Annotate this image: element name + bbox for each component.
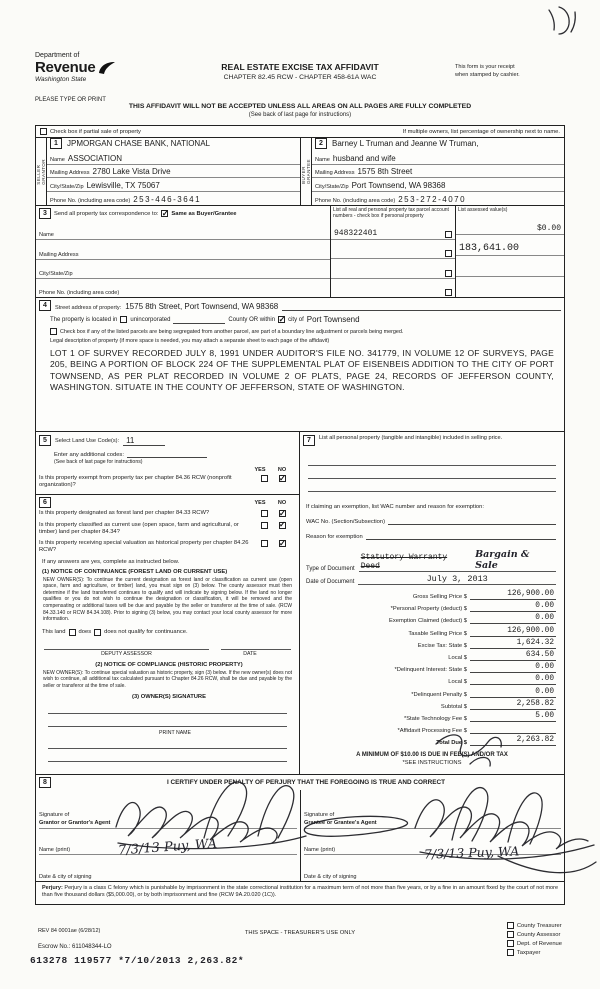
historic-no-checkbox[interactable] <box>279 540 286 547</box>
same-as-buyer-checkbox[interactable] <box>161 210 168 217</box>
see-back-note: (See back of last page for instructions) <box>54 459 143 465</box>
parcel-3-personal-checkbox[interactable] <box>445 270 452 277</box>
affidavit-form <box>35 125 565 905</box>
personal-property-line-3[interactable] <box>308 479 556 492</box>
seller-csz-value: Lewisville, TX 75067 <box>86 181 160 191</box>
wac-row: WAC No. (Section/Subsection) <box>300 510 564 525</box>
exemption-note: If claiming an exemption, list WAC number and reason for exemption: <box>306 504 484 510</box>
section-7 <box>300 432 564 774</box>
dept-of-revenue-row: Dept. of Revenue <box>507 940 562 947</box>
grantee-name-print-field[interactable]: Name (print) <box>304 829 561 856</box>
dept-of-revenue-checkbox[interactable] <box>507 940 514 947</box>
land-use-row: 5 Select Land Use Code(s): 11 <box>36 432 299 447</box>
deputy-date-line[interactable] <box>221 649 291 650</box>
form-title: REAL ESTATE EXCISE TAX AFFIDAVIT <box>221 62 379 72</box>
section-5 <box>36 432 299 495</box>
grantor-signature-block <box>36 790 300 881</box>
grantee-signature-block <box>300 790 564 881</box>
warning-subtext: (See back of last page for instructions) <box>248 112 352 118</box>
seller-section <box>36 138 300 205</box>
parcel-2-personal-checkbox[interactable] <box>445 250 452 257</box>
personal-property-line-1[interactable] <box>308 453 556 466</box>
perjury-notice: Perjury: Perjury is a class C felony which is punishable by imprisonment in the state correctional institution for a maximum term of not more than five years, or by a fine in an amount fixed by the court of not more than five thousand dollars ($5,000.00), or by both imprisonment and fine (RCW 9A.20.020 (1C)). <box>36 881 564 904</box>
corner-scribble <box>549 10 554 30</box>
send-correspondence-label: Send all property tax correspondence to: <box>54 210 159 217</box>
date-of-document-row: Date of Document July 3, 2013 <box>300 572 564 585</box>
treasurer-space-label: THIS SPACE - TREASURER'S USE ONLY <box>244 930 356 936</box>
deputy-assessor-labels: DEPUTY ASSESSOR DATE <box>101 650 257 657</box>
form-chapter: CHAPTER 82.45 RCW - CHAPTER 458-61A WAC <box>223 74 377 81</box>
street-address-line[interactable] <box>282 303 561 311</box>
personal-property-deduct-value[interactable]: 0.00 <box>470 602 556 612</box>
unincorporated-checkbox[interactable] <box>120 316 127 323</box>
please-type-or-print: PLEASE TYPE OR PRINT <box>35 97 106 103</box>
buyer-name-value-2: husband and wife <box>332 153 396 163</box>
section-8 <box>36 774 564 881</box>
taxable-selling-price-value[interactable]: 126,900.00 <box>470 627 556 637</box>
city-value: Port Townsend <box>306 315 360 324</box>
continuance-qualify-row: This land does does not qualify for continuance. <box>42 629 188 636</box>
deputy-assessor-signature-line[interactable] <box>44 649 209 650</box>
wac-number-field[interactable] <box>388 517 556 525</box>
fee-row-delinq-interest-state: *Delinquent Interest: State $ 0.00 <box>394 663 554 674</box>
owner-signature-line-1[interactable] <box>48 701 287 714</box>
seller-word: SELLER <box>36 164 41 185</box>
buyer-csz-field[interactable]: City/State/Zip Port Townsend, WA 98368 <box>312 178 564 192</box>
seller-name-line1 <box>47 138 300 151</box>
notice-compliance-text: NEW OWNER(S): To continue special valuation as historic property, sign (3) below. If the new owner(s) does not wish to continue, all additional tax calculated pursuant to Chapter 84.26 RCW, shall be due and payable by the seller or transferor at the time of sale. <box>43 669 292 689</box>
section-6-number: 6 <box>39 497 51 508</box>
sec6-header-row <box>36 495 299 508</box>
parties-section <box>36 137 564 205</box>
grantor-signature-line[interactable]: Signature of Grantor or Grantor's Agent <box>39 790 297 829</box>
city-checkbox[interactable] <box>278 316 285 323</box>
seller-csz-field[interactable]: City/State/Zip Lewisville, TX 75067 <box>47 178 300 192</box>
print-name-label: PRINT NAME <box>159 729 191 736</box>
fee-row-gross: Gross Selling Price $ 126,900.00 <box>412 590 554 600</box>
historic-yes-checkbox[interactable] <box>261 540 268 547</box>
parcel-number-value: 948322401 <box>334 228 378 238</box>
fee-row-subtotal: Subtotal $ 2,258.82 <box>440 699 554 710</box>
exempt-no-checkbox[interactable] <box>279 475 286 482</box>
grantor-date-handwriting: 7/3/13 Puy, WA <box>117 836 218 859</box>
seller-name-field[interactable]: Name ASSOCIATION <box>47 151 300 165</box>
section-4 <box>36 297 564 431</box>
date-of-document-value[interactable]: July 3, 2013 <box>358 574 556 585</box>
exempt-question-row: Is this property exempt from property tax per chapter 84.36 RCW (nonprofit organization)? ✓ <box>36 473 299 491</box>
reason-row: Reason for exemption <box>300 525 564 540</box>
fee-row-delinq-interest-local: Local $ 0.00 <box>448 675 554 686</box>
section-6 <box>36 495 299 761</box>
legal-description-text: LOT 1 OF SURVEY RECORDED JULY 8, 1991 UNDER AUDITOR'S FILE NO. 341779, IN VOLUME 12 OF SURVEYS, PAGE 205, BEING A PORTION OF BLOCK 224 OF THE SUPPLEMENTAL PLAT OF EISENBEIS ADDITION TO THE CITY OF PORT TOWNSEND, AS PER PLAT RECORDED IN VOLUME 2 OF PLATS, PAGE 24, RECORDS OF JEFFERSON COUNTY, WASHINGTON. SITUATE IN THE COUNTY OF JEFFERSON, STATE OF WASHINGTON. <box>50 348 554 392</box>
parcel-numbers-header: List all real and personal property tax parcel account numbers - check box if personal property <box>333 207 449 220</box>
excise-local-value[interactable]: 634.50 <box>470 651 556 661</box>
mid-sections <box>36 431 564 774</box>
parcel-4-personal-checkbox[interactable] <box>445 289 452 296</box>
correspondence-mailing-field[interactable]: Mailing Address <box>36 240 330 259</box>
assessed-row-3[interactable] <box>456 256 564 277</box>
notice-compliance-title: (2) NOTICE OF COMPLIANCE (HISTORIC PROPERTY) <box>95 661 243 668</box>
delinquent-interest-local-value[interactable]: 0.00 <box>470 675 556 685</box>
type-handwritten: Bargain & Sale <box>475 549 530 571</box>
warning-text: THIS AFFIDAVIT WILL NOT BE ACCEPTED UNLESS ALL AREAS ON ALL PAGES ARE FULLY COMPLETED <box>128 103 472 110</box>
fee-row-excise-local: Local $ 634.50 <box>448 650 554 661</box>
owner-signature-line-2[interactable] <box>48 714 287 727</box>
fee-table <box>300 585 564 748</box>
deputy-assessor-lines <box>36 638 299 650</box>
state-technology-fee-value[interactable]: 5.00 <box>470 712 556 722</box>
tax-correspondence-row <box>36 206 330 221</box>
form-title-block <box>165 62 435 81</box>
multiple-owners-note: If multiple owners, list percentage of ownership next to name. <box>402 128 560 135</box>
fee-row-taxable: Taxable Selling Price $ 126,900.00 <box>408 626 554 637</box>
seller-side-strip <box>36 138 47 205</box>
cashier-stamp: 613278 119577 *7/10/2013 2,263.82* <box>30 955 245 966</box>
correspondence-phone-field[interactable]: Phone No. (including area code) <box>39 290 120 296</box>
buyer-name-value-1: Barney L Truman and Jeanne W Truman, <box>332 139 479 149</box>
print-name-line-1[interactable] <box>48 736 287 749</box>
logo-revenue: Revenue <box>35 59 565 76</box>
taxpayer-row: Taxpayer <box>507 949 562 956</box>
grantee-date-handwriting: 7/3/13 Puy, WA <box>423 843 520 862</box>
grantee-date-city-field[interactable]: Date & city of signing <box>304 874 357 881</box>
parcel-row-4[interactable] <box>331 279 455 297</box>
street-address-row: 4 Street address of property: 1575 8th Street, Port Townsend, WA 98368 <box>36 298 564 312</box>
grantor-word: GRANTOR <box>41 158 46 185</box>
parcel-1-personal-checkbox[interactable] <box>445 231 452 238</box>
does-not-checkbox[interactable] <box>94 629 101 636</box>
partial-sale-checkbox[interactable] <box>40 128 47 135</box>
sec6-yes-no-header: YES NO <box>254 499 287 506</box>
segregated-label: Check box if any of the listed parcels are being segregated from another parcel, are part of a boundary line adjustment or parcels being merged. <box>60 328 404 335</box>
county-treasurer-checkbox[interactable] <box>507 922 514 929</box>
county-treasurer-row: County Treasurer <box>507 922 562 929</box>
assessed-value-2: 183,641.00 <box>459 243 520 255</box>
sec5-yes-no-header: YES NO <box>254 467 287 473</box>
fee-row-tech-fee: *State Technology Fee $ 5.00 <box>403 711 554 722</box>
current-use-question: Is this property classified as current use (open space, farm and agricultural, or timber) land per chapter 84.34? ✓ <box>36 520 299 538</box>
parcel-row-2[interactable] <box>331 240 455 259</box>
see-instructions-note: *SEE INSTRUCTIONS <box>402 760 462 767</box>
section-1-number: 1 <box>50 138 62 149</box>
owners-signature-title: (3) OWNER(S) SIGNATURE <box>132 693 206 700</box>
parcel-row-1[interactable] <box>331 221 455 240</box>
seller-name-value-2: ASSOCIATION <box>67 153 123 163</box>
reason-field[interactable] <box>366 532 556 540</box>
county-assessor-row: County Assessor <box>507 931 562 938</box>
excise-state-value[interactable]: 1,624.32 <box>470 639 556 649</box>
seller-phone-field[interactable]: Phone No. (including area code) 253-446-3641 <box>50 194 202 204</box>
street-address-value: 1575 8th Street, Port Townsend, WA 98368 <box>125 302 279 311</box>
seller-mailing-value: 2780 Lake Vista Drive <box>92 167 171 177</box>
delinquent-penalty-value[interactable]: 0.00 <box>470 688 556 698</box>
seller-mailing-field[interactable]: Mailing Address 2780 Lake Vista Drive <box>47 165 300 179</box>
seller-phone-value: 253-446-3641 <box>133 194 202 204</box>
buyer-phone-field[interactable]: Phone No. (including area code) 253-272-4070 <box>315 194 467 204</box>
type-of-document-row: Type of Document Statutory Warranty Deed Bargain & Sale <box>300 540 564 572</box>
type-typed-struck: Statutory Warranty Deed <box>360 553 448 571</box>
fee-row-exemption: Exemption Claimed (deduct) $ 0.00 <box>389 614 554 625</box>
fee-row-affidavit-fee: *Affidavit Processing Fee $ <box>308 724 556 734</box>
routing-checkboxes <box>507 922 562 958</box>
does-checkbox[interactable] <box>69 629 76 636</box>
correspondence-csz-field[interactable]: City/State/Zip <box>36 260 330 279</box>
segregated-checkbox[interactable] <box>50 328 57 335</box>
buyer-phone-value: 253-272-4070 <box>398 194 467 204</box>
land-use-code-field[interactable]: 11 <box>123 436 165 446</box>
taxpayer-checkbox[interactable] <box>507 949 514 956</box>
section-4-number: 4 <box>39 300 51 311</box>
fee-row-delinq-penalty: *Delinquent Penalty $ 0.00 <box>411 687 554 698</box>
assessed-value-1: $0.00 <box>536 224 561 234</box>
notice-continuance-text: NEW OWNER(S): To continue the current designation as forest land or classification as current use (open space, farm and agriculture, or timber) land, you must sign on (3) below. The county assessor must then determine if the land transferred continues to qualify and will indicate by signing below. If the land no longer qualifies or you do not wish to continue the designation or classification, it will be removed and the compensating or additional taxes will be due and payable by the seller or transferor at the time of sale. (RCW 84.33.140 or RCW 84.34.108). Prior to signing (3) below, you may contact your local county assessor for more information. <box>43 576 292 623</box>
grantee-word: GRANTEE <box>306 158 311 184</box>
property-location-row: The property is located in unincorporated County OR within ✓ city of Port Townsend <box>36 312 564 325</box>
section-2-number: 2 <box>315 138 327 149</box>
receipt-note: This form is your receipt when stamped by cashier. <box>455 64 520 78</box>
gross-selling-price-value[interactable]: 126,900.00 <box>470 590 556 600</box>
historic-question: Is this property receiving special valuation as historical property per chapter 84.26 RCW? ✓ <box>36 538 299 556</box>
section-7-number: 7 <box>303 435 315 446</box>
seller-name-value-1: JPMORGAN CHASE BANK, NATIONAL <box>67 139 210 149</box>
county-blank[interactable] <box>173 316 225 324</box>
type-of-document-field[interactable] <box>359 549 556 572</box>
buyer-mailing-field[interactable]: Mailing Address 1575 8th Street <box>312 165 564 179</box>
exemption-claimed-value[interactable]: 0.00 <box>470 614 556 624</box>
total-due-value[interactable]: 2,263.82 <box>470 736 556 746</box>
buyer-section <box>300 138 564 205</box>
section-5-number: 5 <box>39 435 51 446</box>
forest-no-checkbox[interactable] <box>279 510 286 517</box>
segregated-row <box>36 325 564 335</box>
assessed-values-header: List assessed value(s) <box>458 207 508 213</box>
fee-row-excise-state: Excise Tax: State $ 1,624.32 <box>417 638 554 649</box>
current-use-yes-checkbox[interactable] <box>261 522 268 529</box>
parcel-row-3[interactable] <box>331 259 455 278</box>
print-name-line-2[interactable] <box>48 749 287 762</box>
certify-row <box>36 775 564 790</box>
fee-row-total-due: Total Due $ 2,263.82 <box>436 736 554 747</box>
minimum-fee-note: A MINIMUM OF $10.00 IS DUE IN FEE(S) AND/OR TAX <box>356 752 508 759</box>
additional-codes-field[interactable] <box>127 450 207 458</box>
assessed-row-4[interactable] <box>456 277 564 297</box>
subtotal-value[interactable]: 2,258.82 <box>470 700 556 710</box>
buyer-word: BUYER <box>301 166 306 184</box>
notice-continuance-title: (1) NOTICE OF CONTINUANCE (FOREST LAND OR CURRENT USE) <box>42 568 228 575</box>
dor-swoosh-icon <box>97 61 117 75</box>
escrow-number: Escrow No.: 611048344-LO <box>38 944 112 950</box>
logo-wa-state: Washington State <box>35 76 87 83</box>
if-yes-note: If any answers are yes, complete as instructed below. <box>42 558 180 565</box>
buyer-side-strip <box>301 138 312 205</box>
grantee-agent-label: Grantee or Grantee's Agent <box>304 819 377 826</box>
grantee-signature-line[interactable]: Signature of Grantee or Grantee's Agent <box>304 790 561 829</box>
correspondence-name-field[interactable]: Name <box>36 221 330 240</box>
exempt-yes-checkbox[interactable] <box>261 475 268 482</box>
header <box>35 52 565 96</box>
logo-dept-of: Department of <box>35 52 80 59</box>
certify-statement: I CERTIFY UNDER PENALTY OF PERJURY THAT THE FOREGOING IS TRUE AND CORRECT <box>166 779 445 786</box>
delinquent-interest-state-value[interactable]: 0.00 <box>470 663 556 673</box>
fee-row-personal: *Personal Property (deduct) $ 0.00 <box>390 602 554 613</box>
grantor-name-print-field[interactable]: Name (print) <box>39 829 297 856</box>
personal-property-question: 7 List all personal property (tangible and intangible) included in selling price. <box>300 432 564 447</box>
same-as-buyer-label: Same as Buyer/Grantee <box>171 210 237 217</box>
buyer-name-line1 <box>312 138 564 151</box>
section-3-number: 3 <box>39 208 51 219</box>
personal-property-line-2[interactable] <box>308 466 556 479</box>
additional-codes-row: Enter any additional codes: <box>36 447 299 458</box>
buyer-csz-value: Port Townsend, WA 98368 <box>351 181 446 191</box>
grantor-date-city-field[interactable]: Date & city of signing <box>39 874 92 881</box>
assessed-row-2[interactable] <box>456 235 564 256</box>
partial-sale-label: Check box if partial sale of property <box>50 128 141 135</box>
section-8-number: 8 <box>39 777 51 788</box>
buyer-name-field[interactable]: Name husband and wife <box>312 151 564 165</box>
assessed-row-1[interactable] <box>456 214 564 235</box>
rev-number: REV 84 0001ae (6/28/12) <box>38 928 101 934</box>
grantor-agent-label: Grantor or Grantor's Agent <box>39 819 111 826</box>
county-assessor-checkbox[interactable] <box>507 931 514 938</box>
forest-land-question: Is this property designated as forest land per chapter 84.33 RCW? ✓ <box>36 508 299 519</box>
buyer-mailing-value: 1575 8th Street <box>357 167 413 177</box>
forest-yes-checkbox[interactable] <box>261 510 268 517</box>
current-use-no-checkbox[interactable] <box>279 522 286 529</box>
top-row <box>36 126 564 137</box>
legal-description-label: Legal description of property (if more space is needed, you may attach a separate sheet to each page of the affidavit) <box>50 338 330 344</box>
section-3 <box>36 205 564 297</box>
affidavit-processing-fee-value[interactable] <box>470 724 556 734</box>
